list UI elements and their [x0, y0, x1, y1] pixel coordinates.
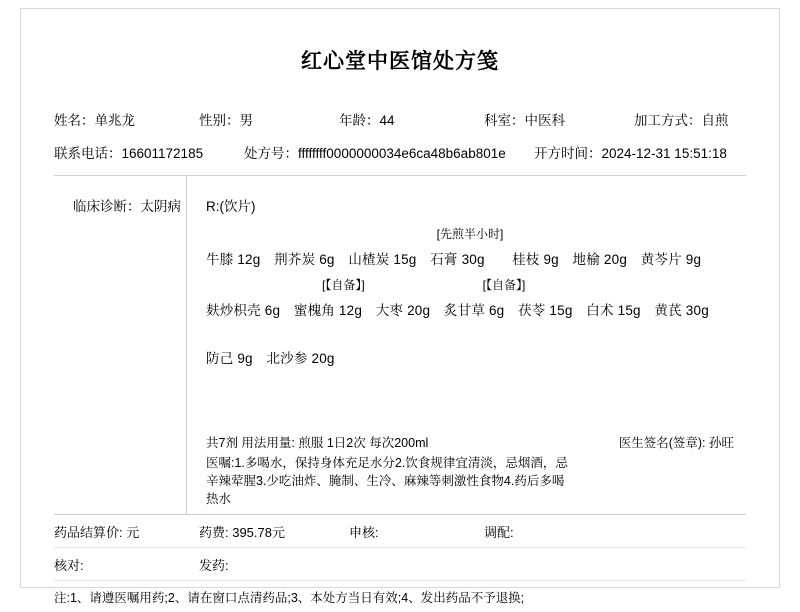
- advice-line-2: 辛辣荤腥3.少吃油炸、腌制、生冷、麻辣等刺激性食物4.药后多喝: [206, 473, 565, 488]
- page-title: 红心堂中医馆处方笺: [301, 50, 499, 73]
- prescription-time: 开方时间：2024-12-31 15:51:18: [534, 146, 727, 161]
- prescription-content: [187, 176, 746, 514]
- prescription-sheet: [20, 8, 780, 605]
- patient-meta-row-2: [54, 142, 746, 162]
- prescription-number: 处方号：ffffffff0000000034e6ca48b6ab801e: [244, 146, 506, 161]
- patient-age: 年龄：44: [339, 113, 395, 128]
- patient-phone: 联系电话：16601172185: [54, 146, 204, 161]
- rx-spacer: [206, 325, 734, 341]
- patient-name: 姓名：单兆龙: [54, 113, 135, 128]
- usage-row: [206, 434, 734, 452]
- settlement-section: [54, 515, 746, 612]
- clinical-diagnosis: 临床诊断：太阴病: [54, 176, 187, 514]
- prescription-body: [54, 175, 746, 515]
- self-prepared-markers: [206, 276, 734, 293]
- herb-line-2: 麸炒枳壳 6g 蜜槐角 12g 大枣 20g 炙甘草 6g 茯苓 15g 白术 15g 黄芪 30g: [206, 303, 709, 318]
- patient-meta: [21, 109, 779, 162]
- deliver-field: 发药:: [199, 558, 229, 573]
- rx-heading: R:(饮片): [206, 199, 256, 214]
- patient-gender: 性别：男: [199, 113, 253, 128]
- self-prepared-marker-2: [【自备】]: [482, 278, 526, 292]
- dispense-field: 调配:: [484, 525, 514, 540]
- check-field: 核对:: [54, 558, 84, 573]
- settlement-price: 药品结算价: 元: [54, 525, 140, 540]
- self-prepared-marker-1: [【自备】]: [322, 278, 365, 292]
- dosage-usage: 共7剂 用法用量: 煎服 1日2次 每次200ml: [206, 435, 429, 450]
- herb-line-3: 防己 9g 北沙参 20g: [206, 351, 335, 366]
- settlement-row-2: [54, 548, 746, 581]
- decoction-note: [先煎半小时]: [436, 227, 504, 241]
- settlement-row-1: [54, 515, 746, 548]
- usage-and-advice: [206, 434, 734, 509]
- processing-method: 加工方式：自煎: [634, 113, 729, 128]
- review-field: 申核:: [349, 525, 379, 540]
- doctor-signature: 医生签名(签章): 孙旺: [618, 435, 734, 450]
- advice-line-1: 医嘱:1.多喝水，保持身体充足水分2.饮食规律宜清淡，忌烟酒，忌: [206, 455, 568, 470]
- drug-fee: 药费: 395.78元: [199, 525, 285, 540]
- patient-meta-row-1: [54, 109, 746, 129]
- footer-notes: 注:1、请遵医嘱用药;2、请在窗口点清药品;3、本处方当日有效;4、发出药品不予退换;: [54, 591, 525, 605]
- advice-line-3: 热水: [206, 491, 232, 506]
- herb-line-1: 牛膝 12g 荆芥炭 6g 山楂炭 15g 石膏 30g 桂枝 9g 地榆 20g 黄芩片 9g: [206, 252, 702, 267]
- patient-department: 科室：中医科: [484, 113, 565, 128]
